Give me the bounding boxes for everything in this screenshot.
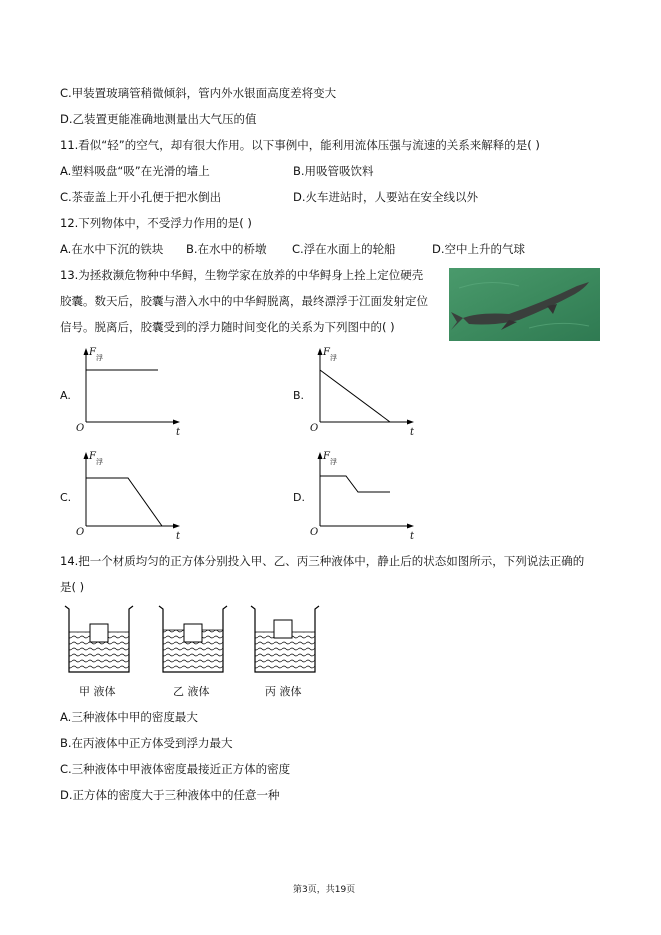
option-d-line: D.乙装置更能准确地测量出大气压的值 xyxy=(60,112,257,126)
graph-b-origin: O xyxy=(310,423,319,434)
page-footer: 第3页，共19页 xyxy=(293,885,356,895)
graph-b-f-label: F xyxy=(323,347,330,358)
graph-b xyxy=(310,346,420,436)
graph-b-label: B. xyxy=(293,389,305,402)
question-13-line2: 胶囊。数天后，胶囊与潜入水中的中华鲟脱离，最终漂浮于江面发射定位 xyxy=(60,294,428,308)
q11-option-b: B.用吸管吸饮料 xyxy=(293,164,374,178)
q12-option-d: D.空中上升的气球 xyxy=(432,242,526,256)
graph-d-f-sub: 浮 xyxy=(330,458,337,466)
graph-c-label: C. xyxy=(60,491,72,504)
beaker-yi-label: 乙 液体 xyxy=(173,685,210,698)
question-13-line1: 13.为拯救濒危物种中华鲟，生物学家在放养的中华鲟身上拴上定位硬壳 xyxy=(60,268,424,282)
question-11: 11.看似“轻”的空气，却有很大作用。以下事例中，能利用流体压强与流速的关系来解释的是( ) xyxy=(60,138,540,152)
beaker-bing-label: 丙 液体 xyxy=(265,685,302,698)
graph-a-label: A. xyxy=(60,389,71,402)
option-c-line: C.甲装置玻璃管稍微倾斜，管内外水银面高度差将变大 xyxy=(60,86,337,100)
q14-option-b: B.在丙液体中正方体受到浮力最大 xyxy=(60,736,233,750)
graph-d-origin: O xyxy=(310,527,319,538)
beaker-yi xyxy=(158,604,228,679)
graph-d-f-label: F xyxy=(323,451,330,462)
q12-option-c: C.浮在水面上的轮船 xyxy=(292,242,396,256)
graph-a-origin: O xyxy=(76,423,85,434)
beaker-bing xyxy=(250,604,320,679)
q14-option-c: C.三种液体中甲液体密度最接近正方体的密度 xyxy=(60,762,291,776)
q12-option-a: A.在水中下沉的铁块 xyxy=(60,242,164,256)
graph-b-t-label: t xyxy=(410,427,415,438)
question-14-line2: 是( ) xyxy=(60,580,85,594)
question-14-line1: 14.把一个材质均匀的正方体分别投入甲、乙、丙三种液体中，静止后的状态如图所示，下列说法正确的 xyxy=(60,554,585,568)
graph-a-f-label: F xyxy=(89,347,96,358)
graph-b-f-sub: 浮 xyxy=(330,354,337,362)
graph-c-f-sub: 浮 xyxy=(96,458,103,466)
q14-option-a: A.三种液体中甲的密度最大 xyxy=(60,710,198,724)
question-13-line3: 信号。脱离后，胶囊受到的浮力随时间变化的关系为下列图中的( ) xyxy=(60,320,395,334)
graph-c-t-label: t xyxy=(176,531,181,542)
graph-a xyxy=(76,346,186,436)
graph-c-origin: O xyxy=(76,527,85,538)
beaker-jia-label: 甲 液体 xyxy=(79,685,116,698)
graph-d-label: D. xyxy=(293,491,305,504)
beaker-jia xyxy=(64,604,134,679)
q14-option-d: D.正方体的密度大于三种液体中的任意一种 xyxy=(60,788,280,802)
q11-option-c: C.茶壶盖上开小孔便于把水倒出 xyxy=(60,190,222,204)
q12-option-b: B.在水中的桥墩 xyxy=(186,242,267,256)
graph-d-t-label: t xyxy=(410,531,415,542)
q11-option-a: A.塑料吸盘“吸”在光滑的墙上 xyxy=(60,164,210,178)
sturgeon-photo xyxy=(449,268,600,341)
graph-c xyxy=(76,450,186,540)
graph-a-t-label: t xyxy=(176,427,181,438)
q11-option-d: D.火车进站时，人要站在安全线以外 xyxy=(293,190,479,204)
question-12: 12.下列物体中，不受浮力作用的是( ) xyxy=(60,216,252,230)
graph-c-f-label: F xyxy=(89,451,96,462)
graph-a-f-sub: 浮 xyxy=(96,354,103,362)
graph-d xyxy=(310,450,420,540)
